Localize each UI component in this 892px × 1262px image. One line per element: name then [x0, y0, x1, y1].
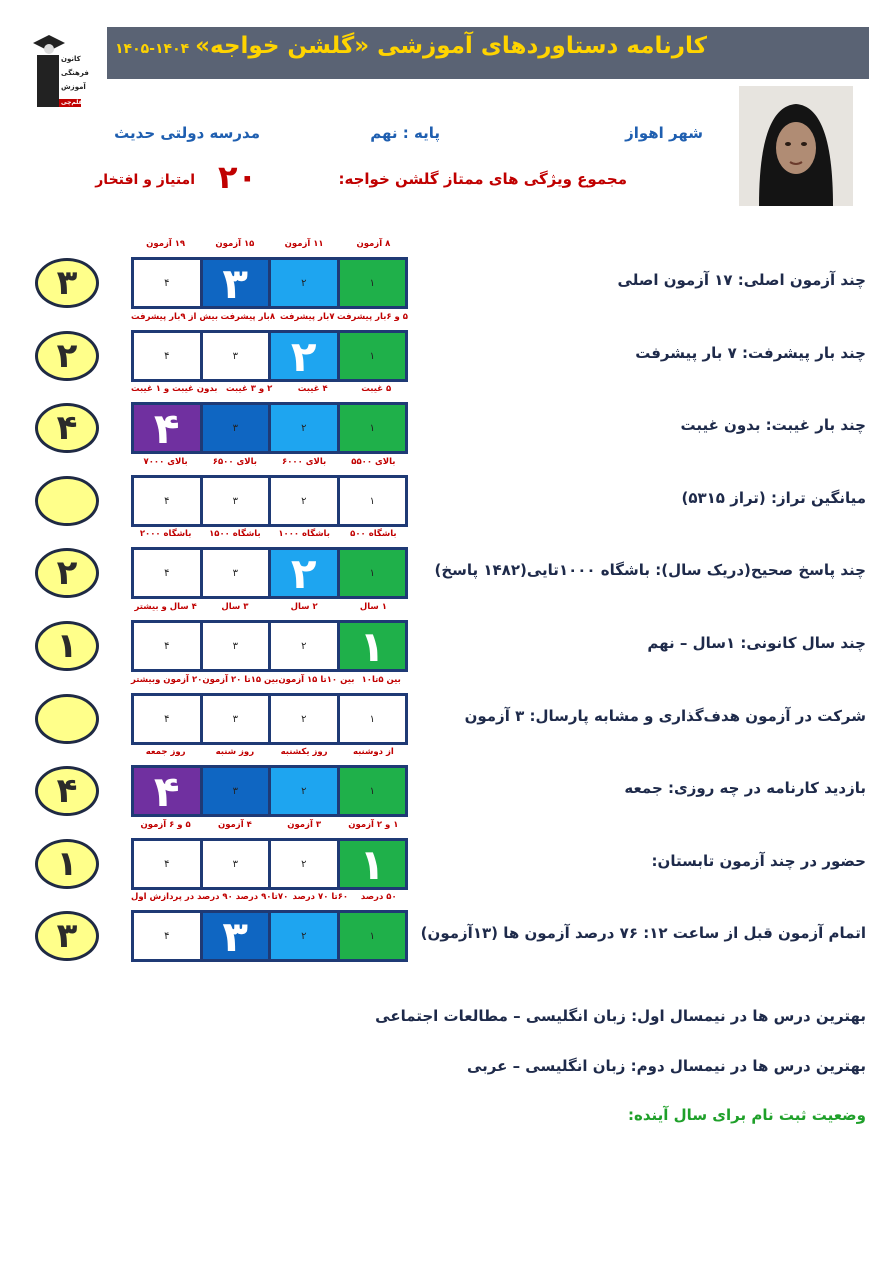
level-label: ۹۰ درصد در پردازش اول: [131, 892, 233, 902]
level-cell-2: ۲: [271, 478, 337, 524]
level-label: باشگاه ۵۰۰: [350, 529, 397, 539]
level-label: ۶۰تا ۷۰ درصد: [292, 892, 349, 902]
level-label: ۳ آزمون: [287, 820, 322, 830]
level-cell-2: ۲: [271, 768, 337, 814]
score-label: امتیاز و افتخار: [95, 172, 195, 188]
page-title: کارنامه دستاوردهای آموزشی «گلشن خواجه»: [195, 33, 707, 59]
level-cell-4: ۴: [134, 333, 200, 379]
level-label: بالای ۶۵۰۰: [212, 457, 257, 467]
grade-label: پایه : نهم: [370, 124, 440, 142]
level-cell-2: ۲: [271, 260, 337, 306]
level-grid: [131, 547, 408, 599]
criterion-text: چند بار غیبت: بدون غیبت: [680, 416, 866, 434]
row-labels: [131, 820, 408, 830]
level-cell-3: ۳: [203, 550, 269, 596]
level-cell-4: ۴: [134, 913, 200, 959]
level-label: ۲ سال: [290, 602, 318, 612]
level-label: باشگاه ۲۰۰۰: [139, 529, 192, 539]
features-label: مجموع ویژگی های ممتاز گلشن خواجه:: [338, 170, 627, 188]
level-cell-1: ۱: [340, 696, 406, 742]
row-labels: [131, 675, 408, 685]
level-label: ۱۹ آزمون: [146, 239, 186, 249]
level-label: از دوشنبه: [352, 747, 394, 757]
level-grid: [131, 620, 408, 672]
logo-text-4: قلم‌چی: [61, 99, 83, 106]
row-labels: [131, 529, 408, 539]
logo-text-3: آموزش: [61, 83, 86, 91]
level-grid: [131, 910, 408, 962]
level-grid: [131, 402, 408, 454]
level-label: بین ۱۵تا ۲۰ آزمون: [202, 675, 279, 685]
level-label: بالای ۶۰۰۰: [282, 457, 327, 467]
level-label: ۳ سال: [221, 602, 249, 612]
criterion-text: چند سال کانونی: ۱سال – نهم: [647, 634, 866, 652]
level-cell-1: ۱: [340, 913, 406, 959]
level-label: ۴ سال و بیشتر: [134, 602, 197, 612]
kanoon-logo: [33, 27, 97, 109]
level-cell-1: ۱: [340, 478, 406, 524]
best-subjects-term1: بهترین درس ها در نیمسال اول: زبان انگلیسی – مطالعات اجتماعی: [375, 1007, 866, 1025]
level-cell-4: ۴: [134, 623, 200, 669]
level-label: روز یکشنبه: [280, 747, 328, 757]
level-label: ۱ سال: [359, 602, 387, 612]
level-label: بین ۵تا۱۰: [361, 675, 401, 685]
level-cell-1: ۱: [340, 768, 406, 814]
city-label: شهر اهواز: [625, 124, 703, 142]
level-label: ۲ و ۳ غیبت: [226, 384, 273, 394]
level-grid: [131, 693, 408, 745]
level-cell-1: ۱: [340, 550, 406, 596]
student-photo: [739, 86, 853, 206]
level-label: ۴ غیبت: [297, 384, 328, 394]
row-score-badge: [35, 476, 99, 526]
criterion-text: بازدید کارنامه در چه روزی: جمعه: [624, 779, 866, 797]
row-labels: [131, 892, 408, 902]
row-score-badge: ۳: [35, 258, 99, 308]
school-label: مدرسه دولتی حدیث: [114, 124, 260, 142]
row-score-badge: [35, 694, 99, 744]
level-label: ۸ آزمون: [356, 239, 391, 249]
level-cell-3: ۳: [203, 768, 269, 814]
level-cell-1: ۱: [340, 623, 406, 669]
level-label: ۱۵ آزمون: [215, 239, 255, 249]
logo-text-1: کانون: [61, 55, 81, 63]
level-label: ۴ آزمون: [217, 820, 252, 830]
level-label: باشگاه ۱۰۰۰: [278, 529, 330, 539]
criterion-text: حضور در چند آزمون تابستان:: [651, 852, 866, 870]
row-score-badge: ۲: [35, 331, 99, 381]
criterion-text: شرکت در آزمون هدف‌گذاری و مشابه پارسال: ۳ آزمون: [464, 707, 866, 725]
level-cell-1: ۱: [340, 405, 406, 451]
row-score-badge: ۱: [35, 621, 99, 671]
level-label: ۵ غیبت: [361, 384, 392, 394]
row-labels: [131, 457, 408, 467]
level-label: بیش از ۹بار پیشرفت: [131, 312, 219, 322]
criterion-text: اتمام آزمون قبل از ساعت ۱۲: ۷۶ درصد آزمون ها (۱۳آزمون): [420, 924, 866, 942]
best-subjects-term2: بهترین درس ها در نیمسال دوم: زبان انگلیسی – عربی: [466, 1057, 866, 1075]
level-cell-1: ۱: [340, 841, 406, 887]
level-label: ۷بار پیشرفت: [279, 312, 335, 322]
criterion-text: میانگین تراز: (تراز ۵۳۱۵): [681, 489, 866, 507]
row-score-badge: ۱: [35, 839, 99, 889]
level-grid: [131, 838, 408, 890]
level-cell-3: ۳: [203, 913, 269, 959]
header-banner: [107, 27, 869, 79]
row-score-badge: ۴: [35, 766, 99, 816]
level-cell-4: ۴: [134, 841, 200, 887]
level-cell-3: ۳: [203, 260, 269, 306]
row-labels: [131, 239, 408, 249]
level-label: بدون غیبت و ۱ غیبت: [131, 384, 218, 394]
level-cell-3: ۳: [203, 623, 269, 669]
total-score: ۲۰: [218, 158, 258, 196]
logo-text-2: فرهنگی: [61, 69, 89, 77]
criterion-text: چند پاسخ صحیح(دریک سال): باشگاه ۱۰۰۰تایی(۱۴۸۲ پاسخ): [434, 561, 866, 579]
level-label: ۵ و ۶ آزمون: [140, 820, 191, 830]
level-cell-2: ۲: [271, 623, 337, 669]
level-cell-2: ۲: [271, 696, 337, 742]
row-score-badge: ۴: [35, 403, 99, 453]
level-label: ۷۰تا۹۰ درصد: [235, 892, 289, 902]
level-label: بین ۱۰تا ۱۵ آزمون: [278, 675, 355, 685]
row-labels: [131, 602, 408, 612]
level-cell-2: ۲: [271, 333, 337, 379]
level-cell-3: ۳: [203, 841, 269, 887]
level-cell-3: ۳: [203, 405, 269, 451]
level-label: ۱۱ آزمون: [284, 239, 324, 249]
level-cell-4: ۴: [134, 696, 200, 742]
level-cell-3: ۳: [203, 333, 269, 379]
row-score-badge: ۳: [35, 911, 99, 961]
level-grid: [131, 257, 408, 309]
level-label: ۸بار پیشرفت: [220, 312, 276, 322]
level-label: بالای ۷۰۰۰: [143, 457, 188, 467]
level-cell-4: ۴: [134, 550, 200, 596]
level-grid: [131, 475, 408, 527]
level-cell-2: ۲: [271, 405, 337, 451]
level-cell-2: ۲: [271, 841, 337, 887]
level-cell-3: ۳: [203, 478, 269, 524]
level-grid: [131, 330, 408, 382]
level-cell-2: ۲: [271, 550, 337, 596]
row-labels: [131, 312, 408, 322]
level-cell-4: ۴: [134, 260, 200, 306]
level-cell-4: ۴: [134, 405, 200, 451]
row-labels: [131, 747, 408, 757]
level-label: روز جمعه: [145, 747, 186, 757]
academic-year: ۱۴۰۵-۱۴۰۴: [115, 41, 190, 57]
level-cell-4: ۴: [134, 768, 200, 814]
level-label: ۲۰ آزمون وبیشتر: [131, 675, 203, 685]
level-label: روز شنبه: [215, 747, 255, 757]
level-label: ۵۰ درصد: [360, 892, 397, 902]
criterion-text: چند بار پیشرفت: ۷ بار پیشرفت: [635, 344, 866, 362]
level-cell-1: ۱: [340, 260, 406, 306]
level-grid: [131, 765, 408, 817]
level-cell-1: ۱: [340, 333, 406, 379]
level-label: ۵ و ۶بار پیشرفت: [336, 312, 408, 322]
level-cell-4: ۴: [134, 478, 200, 524]
row-score-badge: ۲: [35, 548, 99, 598]
level-cell-2: ۲: [271, 913, 337, 959]
enrollment-status: وضعیت ثبت نام برای سال آینده:: [628, 1106, 866, 1124]
row-labels: [131, 384, 408, 394]
level-cell-3: ۳: [203, 696, 269, 742]
level-label: باشگاه ۱۵۰۰: [209, 529, 261, 539]
level-label: ۱ و ۲ آزمون: [348, 820, 399, 830]
level-label: بالای ۵۵۰۰: [351, 457, 396, 467]
criterion-text: چند آزمون اصلی: ۱۷ آزمون اصلی: [617, 271, 866, 289]
